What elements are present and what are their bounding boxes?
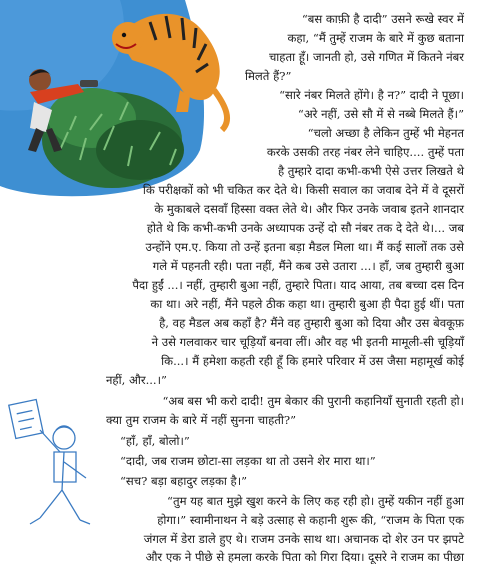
text-line: ने उसे गलवाकर चार चूड़ियाँ बनवा लीं। और वह भी इतनी मामूली-सी चूड़ियाँ [151, 335, 464, 349]
text-line: के मुकाबले दसवाँ हिस्सा वक्त लेते थे। और फिर उनके जवाब इतने शानदार [154, 202, 464, 216]
text-line: “हाँ, हाँ, बोलो।” [120, 434, 190, 448]
text-line: “बस काफ़ी है दादी” उसने रूखे स्वर में [301, 12, 464, 26]
text-line: “सारे नंबर मिलते होंगे। है न?” दादी ने पूछा। [279, 88, 464, 102]
text-line: “तुम यह बात मुझे खुश करने के लिए कह रही हो। तुम्हें यकीन नहीं हुआ [167, 494, 464, 508]
text-line: “सच? बड़ा बहादुर लड़का है।” [120, 474, 248, 488]
text-line: चाहता हूँ। जानती हो, उसे गणित में कितने नंबर [268, 50, 464, 64]
text-line: “दादी, जब राजम छोटा-सा लड़का था तो उसने शेर मारा था।” [120, 454, 376, 468]
text-line: कि...। मैं हमेशा कहती रही हूँ कि हमारे परिवार में उस जैसा महामूर्ख कोई [161, 354, 464, 368]
text-line: गले में पहनती रही। पता नहीं, मैंने कब उसे उतारा ...। हाँ, जब तुम्हारी बुआ [152, 259, 464, 273]
text-line: है तुम्हारे दादा कभी-कभी ऐसे उत्तर लिखते थे [277, 164, 464, 178]
text-line: उन्होंने एम.ए. किया तो उन्हें इतना बड़ा मैडल मिला था। मैं कई सालों तक उसे [145, 240, 464, 254]
text-line: “अरे नहीं, उसे सौ में से नब्बे मिलते हैं।” [297, 107, 464, 121]
text-line: कहा, “मैं तुम्हें राजम के बारे में कुछ बताना [287, 31, 464, 45]
text-line: और एक ने पीछे से हमला करके पिता को गिरा दिया। दूसरे ने राजम का पीछा [145, 550, 464, 564]
text-line: क्या तुम राजम के बारे में नहीं सुनना चाहती?” [106, 413, 297, 427]
text-line: “चलो अच्छा है लेकिन तुम्हें भी मेहनत [307, 126, 464, 140]
text-line: जंगल में डेरा डाले हुए थे। राजम उनके साथ था। अचानक दो शेर उन पर झपटे [143, 532, 464, 546]
text-line: मिलते हैं?” [245, 69, 292, 83]
text-line: होगा।” स्वामीनाथन ने बड़े उत्साह से कहानी शुरू की, “राजम के पिता एक [157, 513, 464, 527]
text-line: करके उसकी तरह नंबर लेने चाहिए.... तुम्हें पता [266, 145, 464, 159]
text-line: का था। अरे नहीं, मैंने पहले ठीक कहा था। तुम्हारी बुआ ही पैदा हुई थीं। पता [150, 297, 464, 311]
text-line: “अब बस भी करो दादी! तुम बेकार की पुरानी कहानियाँ सुनाती रहती हो। [162, 394, 464, 408]
text-line: कि परीक्षकों को भी चकित कर देते थे। किसी सवाल का जवाब देने में वे दूसरों [142, 183, 464, 197]
text-line: पैदा हुईं ...। नहीं, तुम्हारी बुआ नहीं, तुम्हारे पिता। याद आया, तब बच्चा दस दिन [132, 278, 464, 292]
text-line: होते थे कि कभी-कभी उनके अध्यापक उन्हें दो सौ नंबर तक दे देते थे।... जब [146, 221, 464, 235]
text-line: है, वह मैडल अब कहाँ है? मैंने वह तुम्हारी बुआ को दिया और उस बेवकूफ़ [159, 316, 464, 330]
text-line: नहीं, और...।” [106, 373, 167, 387]
